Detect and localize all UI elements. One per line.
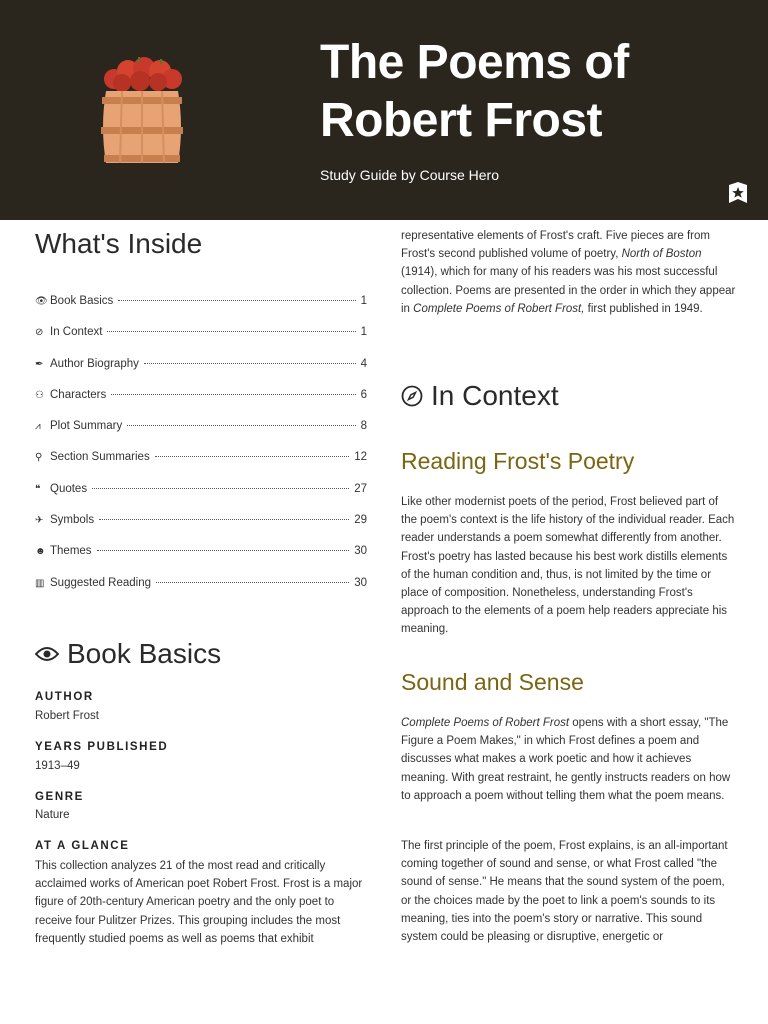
complete-poems-title: Complete Poems of Robert Frost <box>401 717 570 729</box>
quote-icon: ❝ <box>35 483 41 495</box>
compass-icon <box>401 385 423 407</box>
toc-leader <box>97 550 350 551</box>
toc-item-section-summaries[interactable] <box>35 451 367 482</box>
toc-page-number: 4 <box>360 357 367 370</box>
intro-paragraph <box>401 227 736 318</box>
masks-icon: ☻ <box>35 546 46 558</box>
eye-icon <box>35 646 59 662</box>
toc-item-book-basics[interactable] <box>35 295 367 326</box>
paragraph: Like other modernist poets of the period, Frost believed part of the poem's context is the life history of the individual reader. Each reader understands a poem somewhat differently from another. Frost's poetry has lasted because his best work distills elements of the human condition and, thus, is not limited by the time or place of composition. Nonetheless, understanding Frost's approach to the elements of a poem help readers appreciate his meaning. <box>401 496 735 636</box>
toc-page-number: 12 <box>354 451 367 464</box>
table-of-contents <box>35 295 367 608</box>
toc-label: Section Summaries <box>50 451 150 464</box>
toc-item-quotes[interactable] <box>35 483 367 514</box>
toc-item-characters[interactable] <box>35 389 367 420</box>
cover-header <box>0 0 768 220</box>
toc-leader <box>99 519 349 520</box>
toc-page-number: 8 <box>360 420 367 433</box>
toc-label: Quotes <box>50 482 88 495</box>
toc-page-number: 30 <box>354 576 367 589</box>
bookmark-star-icon[interactable] <box>727 182 749 204</box>
document-title <box>320 34 740 150</box>
reading-frosts-poetry-text <box>401 493 736 639</box>
toc-item-plot-summary[interactable] <box>35 420 367 451</box>
toc-leader <box>156 582 349 583</box>
toc-label: Plot Summary <box>50 420 123 433</box>
toc-page-number: 1 <box>360 326 367 339</box>
toc-page-number: 30 <box>354 545 367 558</box>
eye-icon: 👁 <box>35 296 48 307</box>
toc-label: In Context <box>50 326 103 339</box>
toc-item-in-context[interactable] <box>35 326 367 357</box>
toc-item-suggested-reading[interactable] <box>35 577 367 608</box>
in-context-heading: In Context <box>431 380 559 411</box>
genre-value: Nature <box>35 809 70 821</box>
book-basics-header <box>35 638 221 670</box>
books-icon: ▥ <box>35 577 45 589</box>
paragraph: The first principle of the poem, Frost explains, is an all-important coming together of sound and sense, or what Frost called "the sound of sense." He means that the sound system of the poem, or the choices made by the poet to link a poem's sounds to its meaning, ties into the poem's story or narrative. This sound system could be pleasing or disruptive, energetic or <box>401 840 728 944</box>
apple-barrel-icon <box>100 55 184 167</box>
toc-label: Themes <box>50 545 92 558</box>
toc-page-number: 29 <box>354 514 367 527</box>
toc-label: Characters <box>50 388 107 401</box>
toc-page-number: 6 <box>360 388 367 401</box>
toc-label: Symbols <box>50 514 95 527</box>
toc-item-symbols[interactable] <box>35 514 367 545</box>
north-of-boston-title: North of Boston <box>621 248 702 261</box>
in-context-header <box>401 380 559 412</box>
complete-poems-title: Complete Poems of Robert Frost, <box>413 302 585 315</box>
toc-label: Suggested Reading <box>50 576 152 589</box>
whats-inside-section <box>35 228 367 260</box>
toc-leader <box>144 363 356 364</box>
intro-text: (1914), which for many of his readers was his most successful collection. Poems are presented in the order in which they appear in <box>401 266 736 315</box>
book-basics-heading: Book Basics <box>67 638 222 669</box>
author-value: Robert Frost <box>35 710 99 722</box>
toc-leader <box>127 425 355 426</box>
title-line-2: Robert Frost <box>320 94 602 147</box>
toc-leader <box>111 394 355 395</box>
chart-icon: ⩘ <box>35 421 41 433</box>
at-a-glance-label: AT A GLANCE <box>35 840 130 852</box>
title-line-1: The Poems of <box>320 36 629 89</box>
toc-leader <box>155 456 349 457</box>
pen-nib-icon: ✒ <box>35 358 44 370</box>
years-published-label: YEARS PUBLISHED <box>35 741 169 753</box>
toc-page-number: 27 <box>354 482 367 495</box>
bird-icon: ✈ <box>35 515 44 527</box>
intro-text: representative elements of Frost's craft. Five pieces are from Frost's second published volume of poetry, <box>401 230 710 261</box>
toc-label: Author Biography <box>50 357 139 370</box>
reading-frosts-poetry-heading: Reading Frost's Poetry <box>401 448 635 474</box>
toc-label: Book Basics <box>50 295 114 307</box>
intro-text: first published in 1949. <box>584 302 703 315</box>
sound-and-sense-p2 <box>401 837 736 946</box>
toc-leader <box>118 300 355 301</box>
toc-leader <box>92 488 349 489</box>
genre-label: GENRE <box>35 791 84 803</box>
sound-and-sense-heading: Sound and Sense <box>401 669 584 695</box>
sound-and-sense-p1 <box>401 714 736 805</box>
document-subtitle: Study Guide by Course Hero <box>320 167 499 183</box>
compass-icon: ⊘ <box>35 327 44 339</box>
at-a-glance-text: This collection analyzes 21 of the most read and critically acclaimed works of American poet Robert Frost. Frost is a major figure of 20th-century American poetry and the only poet to receive four Pulitzer Prizes. This grouping includes the most frequently studied poems as well as poems that exhibit <box>35 860 363 945</box>
whats-inside-heading: What's Inside <box>35 228 203 259</box>
people-icon: ⚇ <box>35 389 44 401</box>
toc-leader <box>107 331 355 332</box>
years-published-value: 1913–49 <box>35 760 80 772</box>
toc-item-author-biography[interactable] <box>35 358 367 389</box>
author-label: AUTHOR <box>35 691 94 703</box>
magnifier-icon: ⚲ <box>35 452 43 464</box>
toc-item-themes[interactable] <box>35 545 367 576</box>
toc-page-number: 1 <box>360 295 367 307</box>
paragraph-text: opens with a short essay, "The Figure a Poem Makes," in which Frost defines a poem and discusses what makes a work poetic and how it achieves meaning. With great restraint, he gently instructs readers on how to approach a poem without telling them what the poem means. <box>401 717 731 802</box>
